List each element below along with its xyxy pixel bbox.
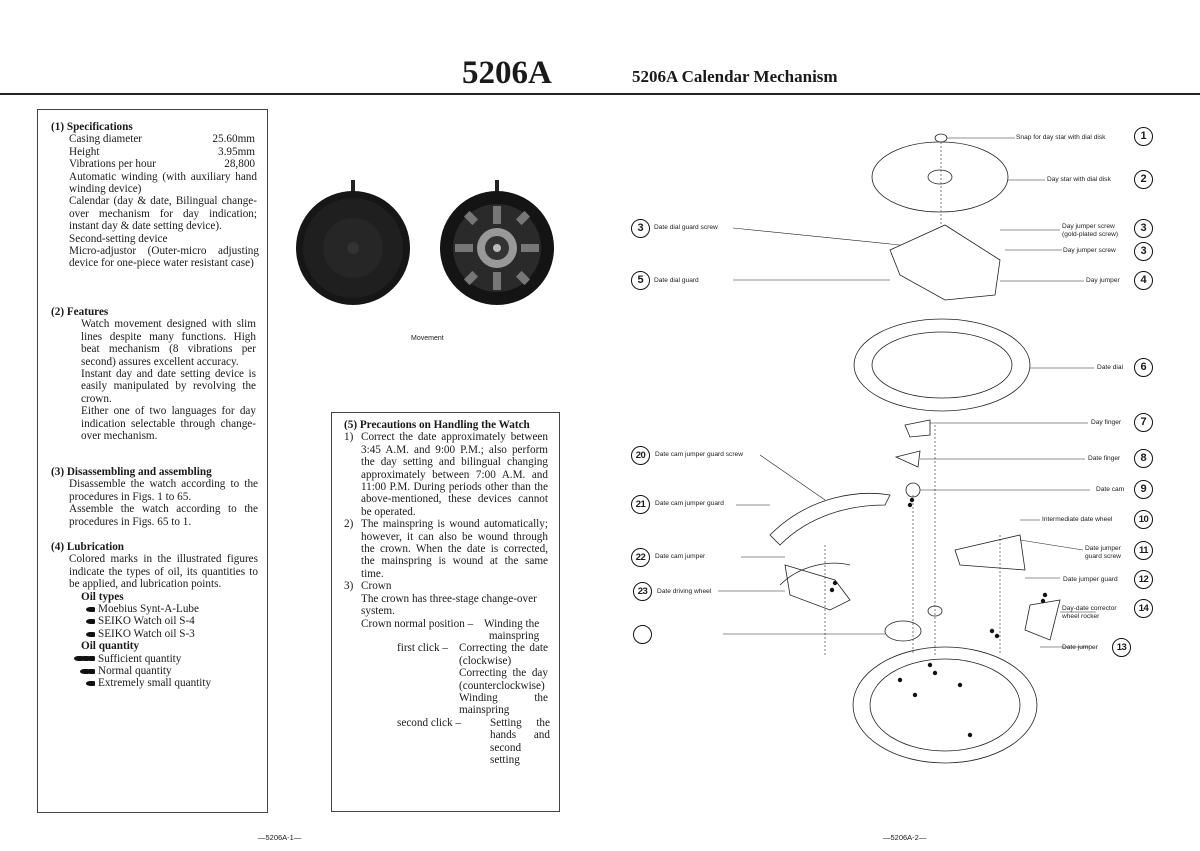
movement-photo-front xyxy=(440,178,558,308)
specifications-heading: (1) Specifications xyxy=(51,121,133,133)
features-paragraph: Instant day and date setting device is easily manipulated by revolving the crown. xyxy=(81,368,256,405)
part-label: Date cam xyxy=(1096,486,1125,493)
part-label: Day jumper screw (gold-plated screw) xyxy=(1062,223,1119,238)
part-number: 21 xyxy=(631,495,650,514)
features-heading: (2) Features xyxy=(51,306,109,318)
part-number: 11 xyxy=(1134,541,1153,560)
date-driving-wheel xyxy=(885,621,921,641)
part-number: 8 xyxy=(1134,449,1153,468)
precaution-item: 2) The mainspring is wound automatically; however, it can also be wound through the crown. When the date is corrected, the mainspring is wound at the same time. xyxy=(344,518,548,580)
part-number: 5 xyxy=(631,271,650,290)
part-label: Date jumper xyxy=(1062,644,1098,651)
part-label: Date cam jumper guard screw xyxy=(655,451,743,458)
oil-quantity-item: Sufficient quantity xyxy=(74,653,258,665)
spec-line: Calendar (day & date, Bilingual change-over mechanism for day indication; instant day & date setting device). xyxy=(69,195,257,233)
crown-text: The crown has three-stage change-over system. xyxy=(361,592,537,618)
precaution-item: 3) Crown xyxy=(344,580,392,593)
oil-quantity-item: Extremely small quantity xyxy=(74,677,258,689)
part-label: Date driving wheel xyxy=(657,588,712,595)
movement-photo-back xyxy=(296,178,414,308)
part-label: Day finger xyxy=(1091,419,1122,426)
part-number: 4 xyxy=(1134,271,1153,290)
oil-type-item: SEIKO Watch oil S-4 xyxy=(86,615,258,627)
movement-caption: Movement xyxy=(411,335,444,342)
date-dial-guard xyxy=(890,225,1000,300)
crown-normal-row: Crown normal position – Winding the mainspring xyxy=(361,617,540,642)
precautions-section xyxy=(344,419,550,766)
part-number xyxy=(633,625,652,644)
part-number: 20 xyxy=(631,446,650,465)
spec-line: Micro-adjustor (Outer-micro adjusting device for one-piece water resistant case) xyxy=(69,245,259,270)
part-number: 10 xyxy=(1134,510,1153,529)
model-title: 5206A xyxy=(462,55,552,91)
precautions-heading: (5) Precautions on Handling the Watch xyxy=(344,419,530,431)
part-label: Intermediate date wheel xyxy=(1042,516,1113,523)
oil-types-heading: Oil types xyxy=(81,590,124,603)
part-number: 23 xyxy=(633,582,652,601)
part-label: Day star with dial disk xyxy=(1047,176,1111,183)
oil-type-item: SEIKO Watch oil S-3 xyxy=(86,628,258,640)
part-number: 9 xyxy=(1134,480,1153,499)
part-label: Date jumper guard screw xyxy=(1085,545,1121,560)
oil-drop-icon xyxy=(86,607,95,612)
day-star-disk xyxy=(872,142,1008,212)
part-label: Day-date corrector wheel rocker xyxy=(1062,605,1117,620)
part-number: 6 xyxy=(1134,358,1153,377)
lubrication-heading: (4) Lubrication xyxy=(51,541,125,553)
oil-drop-icon xyxy=(86,632,95,637)
spec-line: Second-setting device xyxy=(69,232,168,245)
part-number: 3 xyxy=(1134,242,1153,261)
first-click-row: first click – Correcting the date (clockwise) Correcting the day (counterclockwise) Winding the mainspring xyxy=(397,642,548,717)
part-label: Date dial guard screw xyxy=(654,224,718,231)
features-paragraph: Either one of two languages for day indication selectable through change-over mechanism. xyxy=(81,405,256,443)
disassembling-paragraph: Assemble the watch according to the procedures in Figs. 65 to 1. xyxy=(69,503,258,528)
footer-right: —5206A-2— xyxy=(883,833,927,842)
disassembling-paragraph: Disassemble the watch according to the procedures in Figs. 1 to 65. xyxy=(69,478,258,503)
lubrication-section xyxy=(51,541,258,690)
part-label: Date finger xyxy=(1088,455,1121,462)
features-paragraph: Watch movement designed with slim lines despite many functions. High beat mechanism (8 vibrations per second) assures excellent accuracy. xyxy=(81,318,256,368)
oil-drop-icon xyxy=(86,656,95,661)
specifications-section xyxy=(51,121,258,270)
lubrication-text: Colored marks in the illustrated figures indicate the types of oil, its quantities to be applied, and lubrication points. xyxy=(69,553,258,591)
part-label: Day jumper screw xyxy=(1063,247,1116,254)
oil-quantity-heading: Oil quantity xyxy=(81,640,140,653)
part-label: Date dial xyxy=(1097,364,1124,371)
oil-quantity-item: Normal quantity xyxy=(74,665,258,677)
disassembling-section xyxy=(51,466,258,528)
precaution-item: 1) Correct the date approximately between 3:45 A.M. and 9:00 P.M.; also perform the day setting and bilingual changing approximately between 7:00 A.M. and 11:00 P.M. During periods other than the above-mentioned, these devices cannot be operated. xyxy=(344,431,548,518)
part-number: 13 xyxy=(1112,638,1131,657)
spec-row: Casing diameter 25.60mm xyxy=(69,133,255,146)
main-plate xyxy=(853,647,1037,763)
part-number: 22 xyxy=(631,548,650,567)
part-number: 3 xyxy=(631,219,650,238)
spec-row: Height 3.95mm xyxy=(69,145,255,158)
oil-drop-icon xyxy=(86,619,95,624)
part-label: Day jumper xyxy=(1086,277,1120,284)
part-number: 12 xyxy=(1134,570,1153,589)
spec-row: Vibrations per hour 28,800 xyxy=(69,158,255,171)
second-click-row: second click – Setting the hands and second setting xyxy=(397,716,550,766)
part-number: 1 xyxy=(1134,127,1153,146)
part-label: Date dial guard xyxy=(654,277,699,284)
footer-left: —5206A-1— xyxy=(258,833,302,842)
part-label: Snap for day star with dial disk xyxy=(1016,134,1106,141)
page-title: 5206A Calendar Mechanism xyxy=(632,67,838,86)
part-label: Date cam jumper xyxy=(655,553,706,560)
part-label: Date cam jumper guard xyxy=(655,500,724,507)
features-section xyxy=(51,306,258,442)
disassembling-heading: (3) Disassembling and assembling xyxy=(51,466,212,478)
date-dial-ring xyxy=(854,319,1030,411)
part-label: Date jumper guard xyxy=(1063,576,1118,583)
oil-type-item: Moebius Synt-A-Lube xyxy=(86,603,258,615)
part-number: 7 xyxy=(1134,413,1153,432)
spec-line: Automatic winding (with auxiliary hand winding device) xyxy=(69,170,257,196)
oil-drop-icon xyxy=(86,681,95,686)
oil-drop-icon xyxy=(86,669,95,674)
part-number: 14 xyxy=(1134,599,1153,618)
part-number: 2 xyxy=(1134,170,1153,189)
part-number: 3 xyxy=(1134,219,1153,238)
